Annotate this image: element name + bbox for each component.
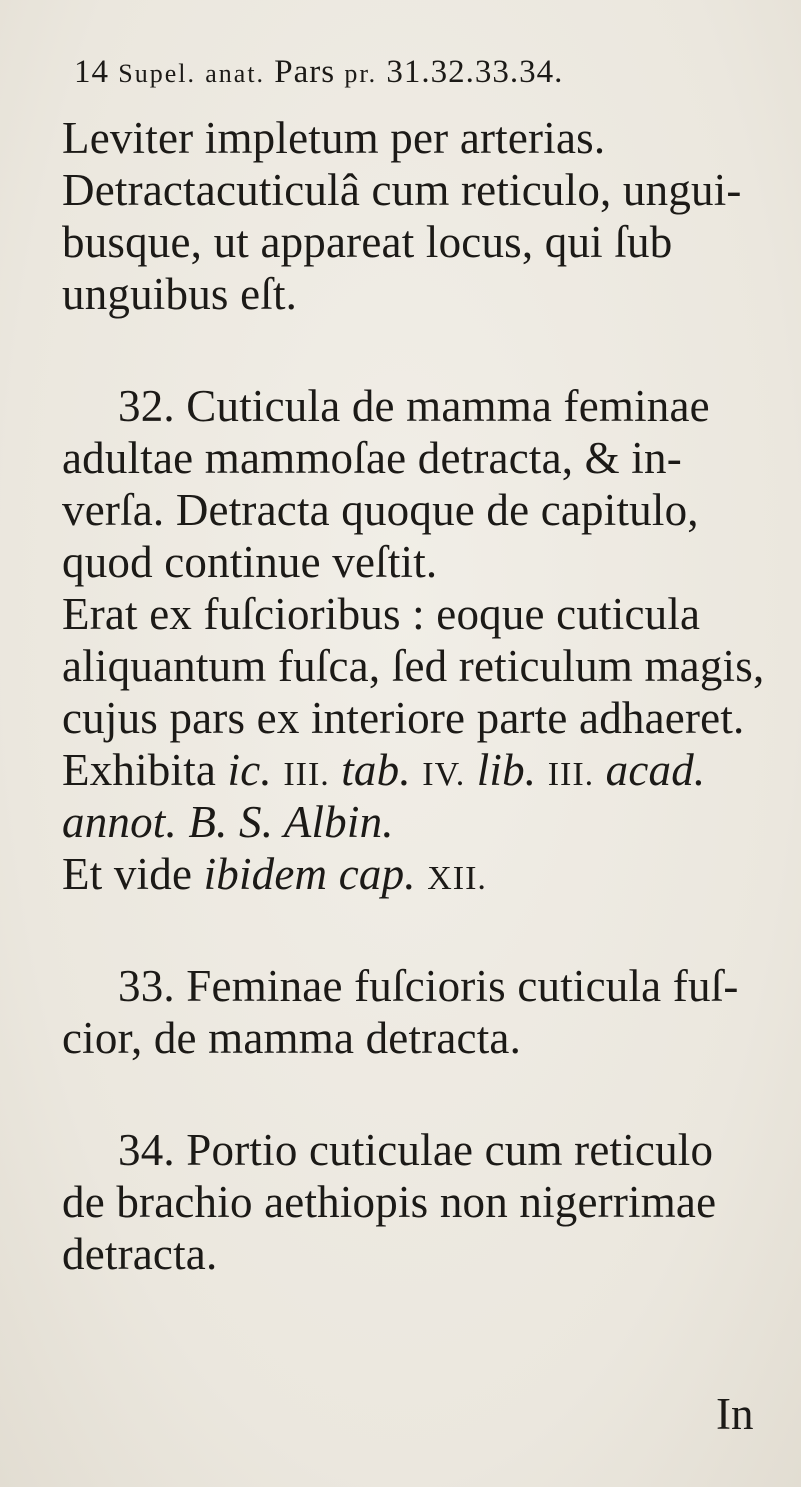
paragraph-34-line-1: 34. Portio cuticulae cum reticulo (118, 1125, 714, 1175)
running-title-3: Pars (274, 54, 336, 90)
paragraph-32-line-5: Erat ex fuſcioribus : eoque cuticula (62, 589, 701, 639)
exhibita-word: Exhibita (62, 745, 217, 795)
paragraph-32-line-3: verſa. Detracta quoque de capitulo, (62, 485, 699, 535)
cap-number: XII. (427, 860, 487, 897)
paragraph-32-line-10 (62, 848, 487, 905)
paragraph-32-line-8 (62, 744, 705, 801)
paragraph-33-line-2: cior, de mamma detracta. (62, 1013, 522, 1063)
ref-tab: tab. (341, 745, 411, 795)
page-number: 14 (74, 54, 109, 90)
paragraph-33-line-1: 33. Feminae fuſcioris cuticula fuſ- (118, 961, 739, 1011)
running-head (74, 52, 563, 94)
running-title-4: pr. (344, 59, 378, 88)
text-line-2: Detractacuticulâ cum reticulo, ungui- (62, 165, 742, 215)
text-line-4: unguibus eſt. (62, 269, 298, 319)
et-vide: Et vide (62, 849, 193, 899)
paragraph-32-line-2: adultae mammoſae detracta, & in- (62, 433, 682, 483)
ref-acad: acad. (605, 745, 706, 795)
catchword: In (716, 1389, 754, 1439)
paragraph-32-line-4: quod continue veſtit. (62, 537, 438, 587)
ref-tab-num: IV. (422, 756, 466, 793)
paragraph-32-line-6: aliquantum fuſca, ſed reticulum magis, (62, 641, 765, 691)
ref-ic-num: III. (283, 756, 330, 793)
paragraph-32-line-1: 32. Cuticula de mamma feminae (118, 381, 710, 431)
running-title-2: anat. (205, 59, 266, 88)
running-sections: 31.32.33.34. (386, 54, 564, 90)
paragraph-34-line-3: detracta. (62, 1229, 218, 1279)
ref-lib-num: III. (547, 756, 595, 793)
running-title-1: Supel. (118, 59, 196, 88)
ref-lib: lib. (476, 745, 537, 795)
paragraph-32-line-9: annot. B. S. Albin. (62, 797, 394, 847)
text-line-3: busque, ut appareat locus, qui ſub (62, 217, 673, 267)
paragraph-34-line-2: de brachio aethiopis non nigerrimae (62, 1177, 717, 1227)
text-line-1: Leviter impletum per arterias. (62, 113, 606, 163)
ibidem-cap: ibidem cap. (203, 849, 416, 899)
ref-ic: ic. (227, 745, 272, 795)
paragraph-32-line-7: cujus pars ex interiore parte adhaeret. (62, 693, 745, 743)
